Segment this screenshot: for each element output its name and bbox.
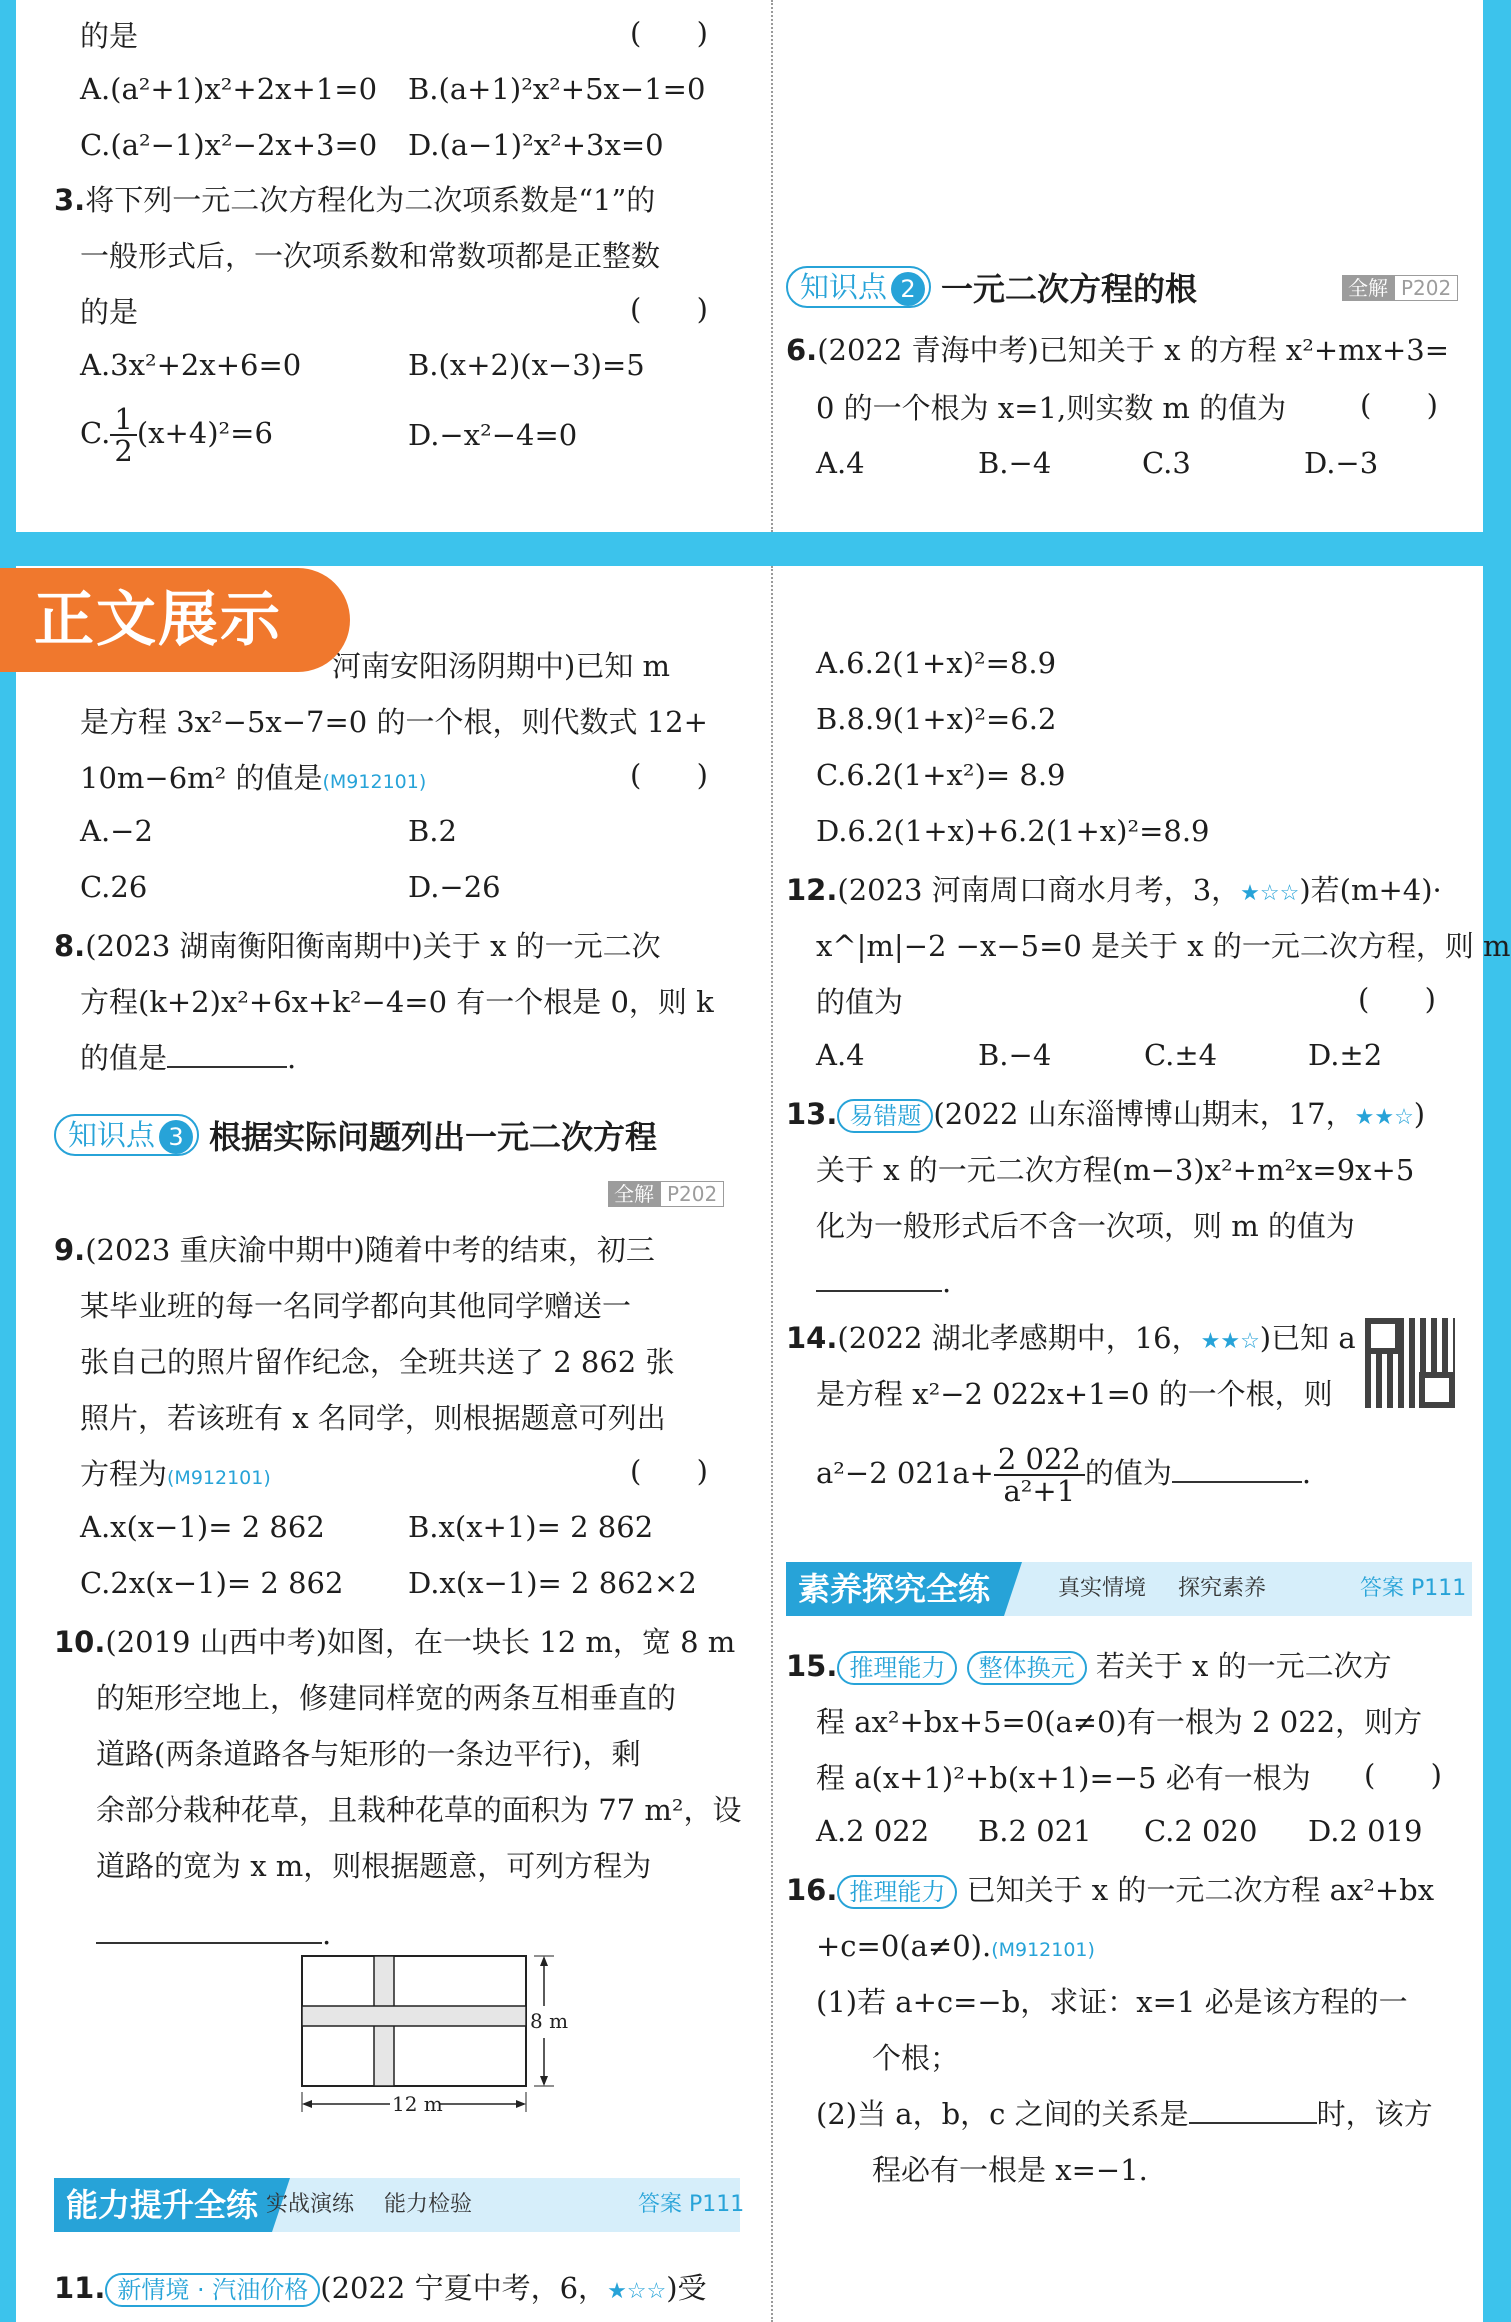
section-subtitle-1: 真实情境 xyxy=(1058,1576,1147,1601)
q14-number: 14. xyxy=(786,1321,838,1355)
section-title: 能力提升全练 xyxy=(54,2178,272,2232)
road-figure xyxy=(282,1950,569,2116)
q16-line-2: +c=0(a≠0).(M912101) xyxy=(816,1929,1095,1963)
q11-option-b: B.8.9(1+x)²=6.2 xyxy=(816,702,1057,736)
q15-option-a: A.2 022 xyxy=(816,1814,930,1848)
q3-text-1: 将下列一元二次方程化为二次项系数是“1”的 xyxy=(85,183,656,217)
q2-option-a: A.(a²+1)x²+2x+1=0 xyxy=(80,72,378,106)
q2-tail: 的是 xyxy=(80,19,139,53)
q10-line-3: 道路(两条道路各与矩形的一条边平行)，剩 xyxy=(96,1737,641,1771)
q8-line-2: 方程(k+2)x²+6x+k²−4=0 有一个根是 0，则 k xyxy=(80,985,714,1019)
answer-paren: ( ) xyxy=(630,1454,708,1488)
q9-line-4: 照片，若该班有 x 名同学，则根据题意可列出 xyxy=(80,1401,666,1435)
q13-line-1: 13. 易错题 (2022 山东淄博博山期末，17，★★☆) xyxy=(786,1097,1426,1131)
resource-code: (M912101) xyxy=(991,1939,1095,1961)
q9-option-d: D.x(x−1)= 2 862×2 xyxy=(408,1566,697,1600)
q16-number: 16. xyxy=(786,1873,838,1907)
answer-blank xyxy=(1189,2122,1317,2124)
right-column xyxy=(772,566,1511,2322)
q14-line-3: a²−2 021a+ $\frac{2 022}{\text{a²+1}}$ 的值为 . xyxy=(816,1442,1312,1508)
answer-blank xyxy=(816,1290,942,1292)
q16-line-1: 16. 推理能力 已知关于 x 的一元二次方程 ax²+bx xyxy=(786,1873,1435,1907)
q9-option-c: C.2x(x−1)= 2 862 xyxy=(80,1566,344,1600)
q7-option-c: C.26 xyxy=(80,870,148,904)
answer-blank xyxy=(96,1942,322,1944)
q9-number: 9. xyxy=(54,1233,86,1267)
knowledge-point-2-heading xyxy=(786,264,1197,310)
left-column xyxy=(16,566,756,2322)
height-label: 8 m xyxy=(530,2009,569,2033)
answer-paren: ( ) xyxy=(1360,388,1438,422)
q12-line-2: x^|m|−2 −x−5=0 是关于 x 的一元二次方程，则 m xyxy=(816,929,1511,963)
answer-blank xyxy=(1172,1481,1302,1483)
answer-paren: ( ) xyxy=(630,16,708,50)
solution-reference: 全解 P202 xyxy=(1342,272,1458,301)
knowledge-point-badge: 知识点 3 xyxy=(54,1114,199,1156)
q11-option-a: A.6.2(1+x)²=8.9 xyxy=(816,646,1057,680)
width-label: 12 m xyxy=(392,2092,443,2116)
q10-line-1: 10.(2019 山西中考)如图，在一块长 12 m，宽 8 m xyxy=(54,1625,736,1659)
q10-line-2: 的矩形空地上，修建同样宽的两条互相垂直的 xyxy=(96,1681,677,1715)
q15-line-1: 15. 推理能力 整体换元 若关于 x 的一元二次方 xyxy=(786,1649,1392,1683)
section-header-literacy xyxy=(786,1562,1472,1616)
fraction: $\frac{1}{2}$ xyxy=(110,404,136,466)
q15-option-c: C.2 020 xyxy=(1144,1814,1258,1848)
q15-number: 15. xyxy=(786,1649,838,1683)
q16-part-1-line-2: 个根； xyxy=(872,2041,960,2075)
q15-line-3: 程 a(x+1)²+b(x+1)=−5 必有一根为 xyxy=(816,1761,1311,1795)
q16-part-1-line-1: (1)若 a+c=−b，求证：x=1 必是该方程的一 xyxy=(816,1985,1408,2019)
q15-tag-2: 整体换元 xyxy=(967,1651,1087,1685)
q2-option-c: C.(a²−1)x²−2x+3=0 xyxy=(80,128,378,162)
answer-blank xyxy=(167,1066,287,1068)
q12-line-1: 12.(2023 河南周口商水月考，3，★☆☆)若(m+4)· xyxy=(786,873,1442,907)
knowledge-point-title: 根据实际问题列出一元二次方程 xyxy=(209,1118,658,1156)
knowledge-point-badge: 知识点 2 xyxy=(786,266,931,308)
q12-option-a: A.4 xyxy=(816,1038,865,1072)
horizontal-road xyxy=(302,2006,526,2026)
q6-number: 6. xyxy=(786,333,818,367)
q16-part-2-line-1: (2)当 a，b，c 之间的关系是 时，该方 xyxy=(816,2097,1433,2131)
answer-reference: 答案 P111 xyxy=(638,2192,745,2217)
section-header-ability xyxy=(54,2178,745,2232)
q9-line-2: 某毕业班的每一名同学都向其他同学赠送一 xyxy=(80,1289,632,1323)
section-subtitle-2: 能力检验 xyxy=(384,2192,473,2217)
q9-option-b: B.x(x+1)= 2 862 xyxy=(408,1510,654,1544)
answer-paren: ( ) xyxy=(1358,982,1436,1016)
q9-line-1: 9.(2023 重庆渝中期中)随着中考的结束，初三 xyxy=(54,1233,655,1267)
section-title: 素养探究全练 xyxy=(786,1562,1004,1616)
q11-option-d: D.6.2(1+x)+6.2(1+x)²=8.9 xyxy=(816,814,1210,848)
q11-line-1: 11. 新情境 · 汽油价格 (2022 宁夏中考，6，★☆☆)受 xyxy=(54,2271,707,2305)
q6-option-d: D.−3 xyxy=(1304,446,1379,480)
qr-code[interactable] xyxy=(1365,1318,1455,1408)
fraction: $\frac{2 022}{\text{a²+1}}$ xyxy=(994,1444,1085,1506)
q2-option-b: B.(a+1)²x²+5x−1=0 xyxy=(408,72,706,106)
answer-paren: ( ) xyxy=(1364,1758,1442,1792)
q13-line-3: 化为一般形式后不含一次项，则 m 的值为 xyxy=(816,1209,1355,1243)
q12-option-b: B.−4 xyxy=(978,1038,1052,1072)
q15-tag-1: 推理能力 xyxy=(837,1651,957,1685)
q9-line-5: 方程为(M912101) xyxy=(80,1457,271,1491)
q6-option-b: B.−4 xyxy=(978,446,1052,480)
answer-paren: ( ) xyxy=(630,758,708,792)
solution-reference: 全解 P202 xyxy=(608,1178,724,1207)
q10-line-4: 余部分栽种花草，且栽种花草的面积为 77 m²，设 xyxy=(96,1793,742,1827)
section-subtitle-1: 实战演练 xyxy=(266,2192,355,2217)
q6-line-1: 6.(2022 青海中考)已知关于 x 的方程 x²+mx+3= xyxy=(786,333,1450,367)
q12-option-d: D.±2 xyxy=(1308,1038,1383,1072)
q6-option-c: C.3 xyxy=(1142,446,1191,480)
column-divider xyxy=(771,0,773,532)
difficulty-stars: ★★☆ xyxy=(1354,1105,1414,1130)
q7-option-b: B.2 xyxy=(408,814,457,848)
q8-line-1: 8.(2023 湖南衡阳衡南期中)关于 x 的一元二次 xyxy=(54,929,661,963)
section-subtitle-2: 探究素养 xyxy=(1178,1576,1267,1601)
q3-option-b: B.(x+2)(x−3)=5 xyxy=(408,348,645,382)
difficulty-stars: ★☆☆ xyxy=(1240,881,1300,906)
q3-line-1 xyxy=(54,180,655,220)
q3-option-a: A.3x²+2x+6=0 xyxy=(80,348,302,382)
content-preview-banner: 正文展示 xyxy=(0,568,350,672)
q2-option-d: D.(a−1)²x²+3x=0 xyxy=(408,128,664,162)
q9-option-a: A.x(x−1)= 2 862 xyxy=(80,1510,325,1544)
q12-number: 12. xyxy=(786,873,838,907)
q3-option-c: C. $\frac{1}{2}$ (x+4)²=6 xyxy=(80,402,273,468)
q15-option-d: D.2 019 xyxy=(1308,1814,1423,1848)
top-page-fragment xyxy=(16,0,1483,532)
q15-option-b: B.2 021 xyxy=(978,1814,1092,1848)
q6-option-a: A.4 xyxy=(816,446,865,480)
q11-number: 11. xyxy=(54,2271,106,2305)
answer-reference: 答案 P111 xyxy=(1360,1576,1467,1601)
q16-part-2-line-2: 程必有一根是 x=−1. xyxy=(872,2153,1148,2187)
resource-code: (M912101) xyxy=(167,1467,271,1489)
q13-tag: 易错题 xyxy=(837,1099,933,1133)
q13-line-2: 关于 x 的一元二次方程(m−3)x²+m²x=9x+5 xyxy=(816,1153,1415,1187)
q7-line-2: 是方程 3x²−5x−7=0 的一个根，则代数式 12+ xyxy=(80,705,708,739)
q10-line-6: . xyxy=(96,1914,331,1954)
knowledge-point-3-heading xyxy=(54,1112,657,1158)
q11-tag: 新情境 · 汽油价格 xyxy=(105,2273,320,2307)
q3-line-3: 的是 xyxy=(80,295,139,329)
main-page xyxy=(16,566,1511,2322)
q10-number: 10. xyxy=(54,1625,106,1659)
q8-number: 8. xyxy=(54,929,86,963)
q13-line-4: . xyxy=(816,1262,951,1302)
q7-option-d: D.−26 xyxy=(408,870,501,904)
q8-line-3: 的值是 . xyxy=(80,1041,297,1075)
difficulty-stars: ★★☆ xyxy=(1200,1329,1260,1354)
resource-code: (M912101) xyxy=(322,771,427,793)
q3-option-d: D.−x²−4=0 xyxy=(408,418,578,452)
q3-number: 3. xyxy=(54,183,86,217)
q7-line-1: 河南安阳汤阴期中)已知 m xyxy=(332,649,671,683)
q3-line-2: 一般形式后，一次项系数和常数项都是正整数 xyxy=(80,239,661,273)
q7-line-3: 10m−6m² 的值是(M912101) xyxy=(80,761,427,795)
q11-option-c: C.6.2(1+x²)= 8.9 xyxy=(816,758,1066,792)
q13-number: 13. xyxy=(786,1097,838,1131)
q14-line-2: 是方程 x²−2 022x+1=0 的一个根，则 xyxy=(816,1377,1333,1411)
difficulty-stars: ★☆☆ xyxy=(607,2279,667,2304)
knowledge-point-title: 一元二次方程的根 xyxy=(941,270,1198,308)
q16-tag: 推理能力 xyxy=(837,1875,957,1909)
q6-line-2: 0 的一个根为 x=1,则实数 m 的值为 xyxy=(816,391,1287,425)
q14-line-1: 14.(2022 湖北孝感期中，16，★★☆)已知 a xyxy=(786,1321,1356,1355)
q12-line-3: 的值为 xyxy=(816,985,904,1019)
q15-line-2: 程 ax²+bx+5=0(a≠0)有一根为 2 022，则方 xyxy=(816,1705,1423,1739)
q9-line-3: 张自己的照片留作纪念，全班共送了 2 862 张 xyxy=(80,1345,675,1379)
q7-option-a: A.−2 xyxy=(80,814,153,848)
q10-line-5: 道路的宽为 x m，则根据题意，可列方程为 xyxy=(96,1849,652,1883)
q12-option-c: C.±4 xyxy=(1144,1038,1218,1072)
answer-paren: ( ) xyxy=(630,292,708,326)
